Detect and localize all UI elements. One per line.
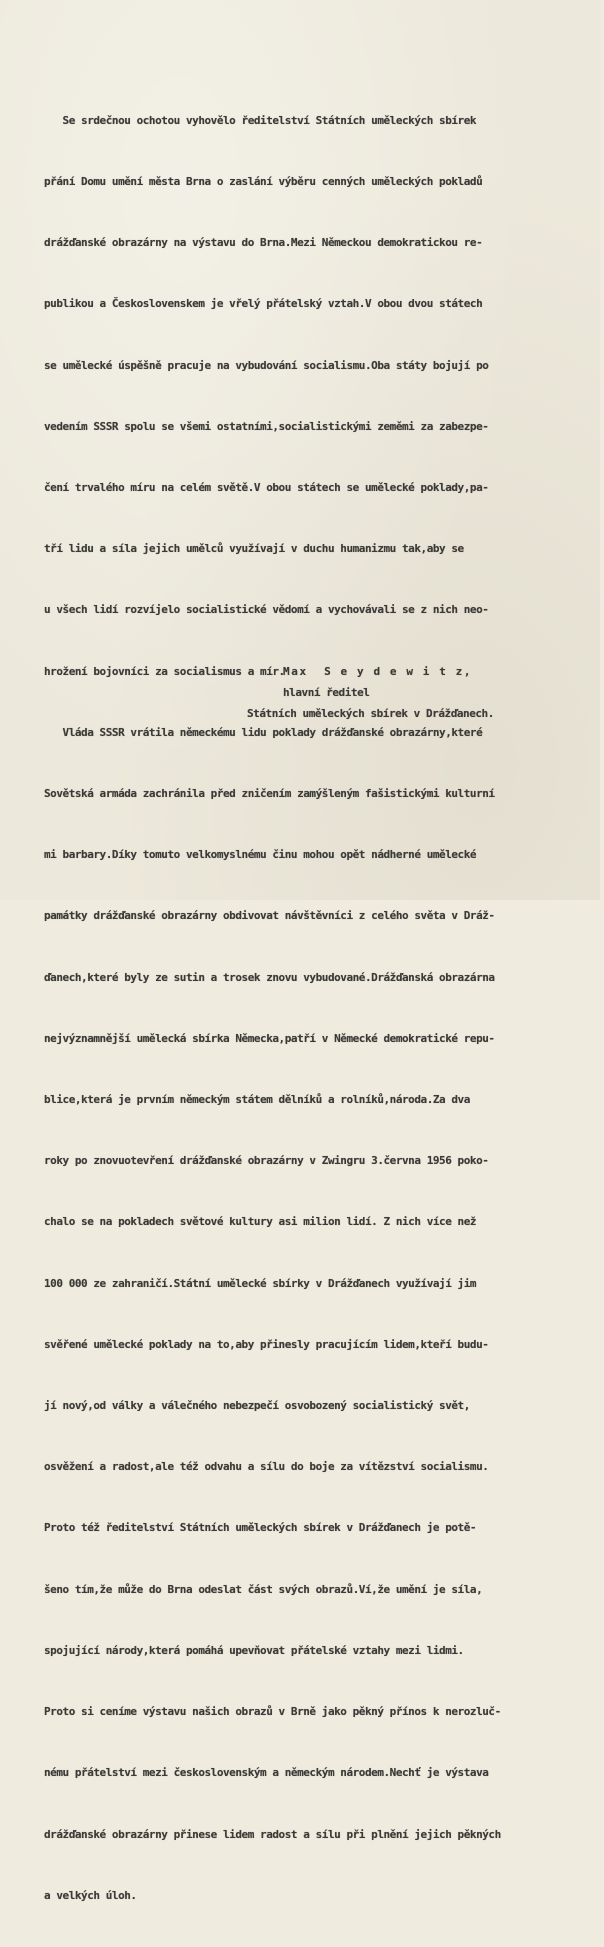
signatory-organization: Státních uměleckých sbírek v Drážďanech. [247, 707, 494, 720]
letter-line: Vláda SSSR vrátila německému lidu poklady drážďanské obrazárny,které [44, 725, 483, 739]
letter-line: svěřené umělecké poklady na to,aby přinesly pracujícím lidem,kteří budu- [44, 1337, 489, 1351]
letter-line: osvěžení a radost,ale též odvahu a sílu do boje za vítězství socialismu. [44, 1460, 489, 1474]
letter-line: spojující národy,která pomáhá upevňovat přátelské vztahy mezi lidmi. [44, 1643, 464, 1657]
letter-line: tří lidu a síla jejich umělců využívají v duchu humanizmu tak,aby se [44, 542, 464, 556]
letter-line: ďanech,které byly ze sutin a trosek znovu vybudované.Drážďanská obrazárna [44, 970, 495, 984]
letter-line: u všech lidí rozvíjelo socialistické vědomí a vychovávali se z nich neo- [44, 603, 489, 617]
letter-line: chalo se na pokladech světové kultury asi milion lidí. Z nich více než [44, 1215, 477, 1229]
letter-line: 100 000 ze zahraničí.Státní umělecké sbírky v Drážďanech využívají jim [44, 1276, 477, 1290]
letter-line: blice,která je prvním německým státem dělníků a rolníků,národa.Za dva [44, 1093, 470, 1107]
letter-line: a velkých úloh. [44, 1888, 137, 1902]
signatory-name: Max S e y d e w i t z, [283, 665, 473, 678]
letter-line: památky drážďanské obrazárny obdivovat návštěvníci z celého světa v Dráž- [44, 909, 495, 923]
letter-line: přání Domu umění města Brna o zaslání výběru cenných uměleckých pokladů [44, 175, 483, 189]
letter-line: drážďanské obrazárny na výstavu do Brna.Mezi Německou demokratickou re- [44, 236, 483, 250]
letter-line: hrožení bojovníci za socialismus a mír. [44, 664, 285, 678]
letter-line: Proto též ředitelství Státních uměleckých sbírek v Drážďanech je potě- [44, 1521, 477, 1535]
letter-line: drážďanské obrazárny přinese lidem radost a sílu při plnění jejich pěkných [44, 1827, 501, 1841]
letter-line: Se srdečnou ochotou vyhovělo ředitelství Státních uměleckých sbírek [44, 113, 477, 127]
signatory-title: hlavní ředitel [283, 686, 370, 699]
letter-line: vedením SSSR spolu se všemi ostatními,socialistickými zeměmi za zabezpe- [44, 419, 489, 433]
letter-body [44, 70, 604, 1947]
letter-line: roky po znovuotevření drážďanské obrazárny v Zwingru 3.června 1956 poko- [44, 1154, 489, 1168]
letter-line: mi barbary.Díky tomuto velkomyslnému činu mohou opět nádherné umělecké [44, 848, 477, 862]
letter-line: nejvýznamnější umělecká sbírka Německa,patří v Německé demokratické repu- [44, 1031, 495, 1045]
letter-line: šeno tím,že může do Brna odeslat část svých obrazů.Ví,že umění je síla, [44, 1582, 483, 1596]
letter-line: čení trvalého míru na celém světě.V obou státech se umělecké poklady,pa- [44, 481, 489, 495]
letter-line: publikou a Československem je vřelý přátelský vztah.V obou dvou státech [44, 297, 483, 311]
letter-line: se umělecké úspěšně pracuje na vybudování socialismu.Oba státy bojují po [44, 358, 489, 372]
letter-line: Sovětská armáda zachránila před zničením zamýšleným fašistickými kulturní [44, 787, 495, 801]
letter-line: nému přátelství mezi československým a německým národem.Nechť je výstava [44, 1766, 489, 1780]
letter-line: jí nový,od války a válečného nebezpečí osvobozený socialistický svět, [44, 1399, 470, 1413]
letter-line: Proto si ceníme výstavu našich obrazů v Brně jako pěkný přínos k nerozluč- [44, 1705, 501, 1719]
